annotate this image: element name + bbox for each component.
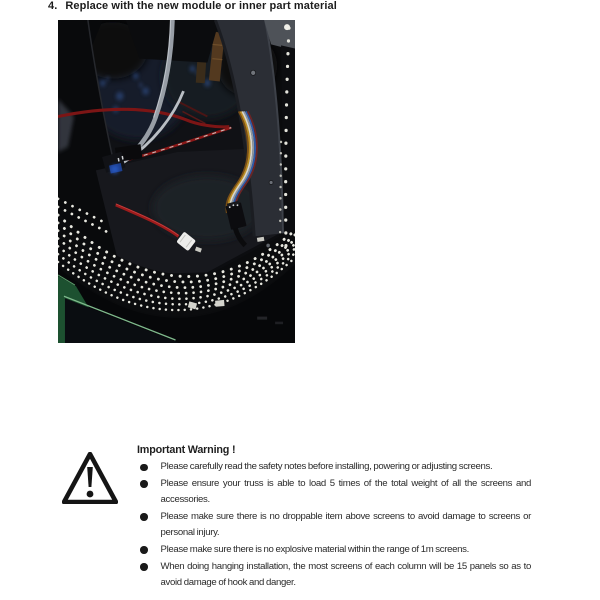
- warning-item: [137, 542, 531, 559]
- warning-item-text: Please make sure there is no explosive material within the range of 1m screens.: [160, 543, 469, 555]
- warning-text-block: [137, 444, 531, 592]
- warning-item: [137, 509, 531, 542]
- warning-title: Important Warning !: [137, 444, 236, 456]
- module-photo: [58, 20, 295, 343]
- warning-list: [137, 459, 531, 592]
- warning-item-text: Please carefully read the safety notes before installing, powering or adjusting screens.: [160, 461, 493, 472]
- module-photo-illustration: [58, 20, 295, 343]
- heading-text: Replace with the new module or inner part material: [65, 0, 337, 12]
- bullet-icon: [140, 464, 148, 472]
- warning-item: [137, 476, 531, 509]
- warning-triangle-icon: [62, 452, 118, 504]
- warning-item-text: Please ensure your truss is able to load 5 times of the total weight of all the screens and accessories.: [160, 477, 531, 506]
- bullet-icon: [140, 513, 148, 521]
- warning-item-text: Please make sure there is no droppable item above screens to avoid damage to screens or personal injury.: [160, 510, 531, 539]
- warning-item: [137, 559, 531, 592]
- heading-number: 4.: [48, 0, 58, 12]
- warning-item-text: When doing hanging installation, the most screens of each column will be 15 panels so as to avoid damage of hook and danger.: [160, 560, 531, 589]
- bullet-icon: [140, 546, 148, 554]
- warning-item: [137, 459, 531, 476]
- section-heading: [48, 0, 337, 12]
- bullet-icon: [140, 563, 148, 571]
- bullet-icon: [140, 480, 148, 488]
